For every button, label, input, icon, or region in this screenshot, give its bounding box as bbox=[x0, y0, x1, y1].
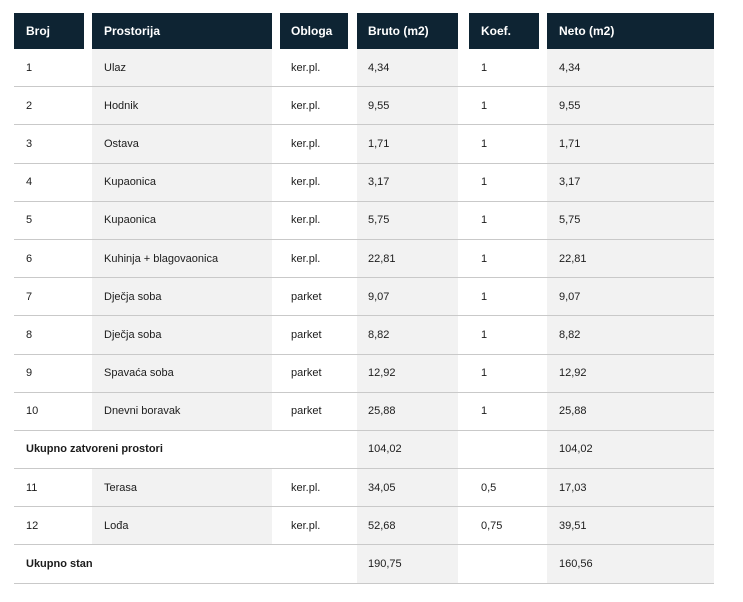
cell-broj: 5 bbox=[26, 214, 33, 227]
cell-neto: 5,75 bbox=[547, 202, 714, 239]
cell-prostorija: Dječja soba bbox=[92, 278, 272, 315]
cell-bruto: 12,92 bbox=[357, 355, 458, 392]
cell-broj: 2 bbox=[26, 99, 33, 112]
cell-broj: 4 bbox=[26, 176, 33, 189]
cell-neto: 39,51 bbox=[547, 507, 714, 544]
cell-koef: 1 bbox=[481, 252, 488, 265]
table-row bbox=[14, 278, 714, 316]
cell-obloga: ker.pl. bbox=[291, 519, 321, 532]
cell-neto: 104,02 bbox=[547, 431, 714, 468]
cell-prostorija: Ulaz bbox=[92, 49, 272, 86]
cell-obloga: parket bbox=[291, 328, 322, 341]
cell-obloga: ker.pl. bbox=[291, 176, 321, 189]
cell-neto: 4,34 bbox=[547, 49, 714, 86]
cell-obloga: ker.pl. bbox=[291, 99, 321, 112]
header-broj: Broj bbox=[14, 13, 84, 49]
cell-neto: 3,17 bbox=[547, 164, 714, 201]
cell-koef: 1 bbox=[481, 61, 488, 74]
cell-broj: 11 bbox=[26, 481, 38, 494]
table-row bbox=[14, 316, 714, 354]
cell-prostorija: Dječja soba bbox=[92, 316, 272, 353]
table-row bbox=[14, 355, 714, 393]
cell-prostorija: Lođa bbox=[92, 507, 272, 544]
cell-bruto: 52,68 bbox=[357, 507, 458, 544]
cell-bruto: 9,55 bbox=[357, 87, 458, 124]
cell-bruto: 34,05 bbox=[357, 469, 458, 506]
cell-neto: 25,88 bbox=[547, 393, 714, 430]
cell-neto: 17,03 bbox=[547, 469, 714, 506]
table-body bbox=[14, 49, 714, 584]
table-row bbox=[14, 125, 714, 163]
cell-bruto: 9,07 bbox=[357, 278, 458, 315]
cell-bruto: 5,75 bbox=[357, 202, 458, 239]
header-neto: Neto (m2) bbox=[547, 13, 714, 49]
cell-koef: 0,5 bbox=[481, 481, 497, 494]
cell-koef: 1 bbox=[481, 176, 488, 189]
header-obloga: Obloga bbox=[280, 13, 348, 49]
summary-row bbox=[14, 545, 714, 583]
cell-obloga: ker.pl. bbox=[291, 61, 321, 74]
cell-bruto: 3,17 bbox=[357, 164, 458, 201]
cell-bruto: 4,34 bbox=[357, 49, 458, 86]
header-koef: Koef. bbox=[469, 13, 539, 49]
cell-bruto: 1,71 bbox=[357, 125, 458, 162]
cell-koef: 1 bbox=[481, 214, 488, 227]
cell-broj: 1 bbox=[26, 61, 33, 74]
cell-obloga: ker.pl. bbox=[291, 481, 321, 494]
cell-obloga: ker.pl. bbox=[291, 137, 321, 150]
cell-broj: 10 bbox=[26, 405, 39, 418]
cell-broj: 8 bbox=[26, 328, 33, 341]
cell-bruto: 190,75 bbox=[357, 545, 458, 582]
cell-prostorija: Ostava bbox=[92, 125, 272, 162]
table-row bbox=[14, 49, 714, 87]
cell-koef: 1 bbox=[481, 99, 488, 112]
cell-bruto: 25,88 bbox=[357, 393, 458, 430]
cell-prostorija: Kuhinja + blagovaonica bbox=[92, 240, 272, 277]
table-row bbox=[14, 393, 714, 431]
cell-bruto: 8,82 bbox=[357, 316, 458, 353]
cell-bruto: 22,81 bbox=[357, 240, 458, 277]
table-row bbox=[14, 202, 714, 240]
cell-prostorija: Hodnik bbox=[92, 87, 272, 124]
cell-prostorija: Kupaonica bbox=[92, 202, 272, 239]
cell-neto: 9,55 bbox=[547, 87, 714, 124]
table-row bbox=[14, 469, 714, 507]
cell-obloga: ker.pl. bbox=[291, 214, 321, 227]
cell-broj: 9 bbox=[26, 367, 33, 380]
cell-obloga: parket bbox=[291, 290, 322, 303]
cell-neto: 1,71 bbox=[547, 125, 714, 162]
cell-koef: 1 bbox=[481, 405, 488, 418]
summary-row bbox=[14, 431, 714, 469]
cell-broj: 3 bbox=[26, 137, 33, 150]
summary-label: Ukupno zatvoreni prostori bbox=[26, 443, 163, 456]
cell-koef: 1 bbox=[481, 290, 488, 303]
cell-neto: 160,56 bbox=[547, 545, 714, 582]
cell-koef: 0,75 bbox=[481, 519, 503, 532]
cell-prostorija: Kupaonica bbox=[92, 164, 272, 201]
table-row bbox=[14, 240, 714, 278]
cell-prostorija: Spavaća soba bbox=[92, 355, 272, 392]
cell-broj: 12 bbox=[26, 519, 39, 532]
cell-broj: 7 bbox=[26, 290, 33, 303]
cell-bruto: 104,02 bbox=[357, 431, 458, 468]
header-prostorija: Prostorija bbox=[92, 13, 272, 49]
cell-prostorija: Terasa bbox=[92, 469, 272, 506]
cell-obloga: ker.pl. bbox=[291, 252, 321, 265]
cell-koef: 1 bbox=[481, 137, 488, 150]
cell-neto: 22,81 bbox=[547, 240, 714, 277]
cell-broj: 6 bbox=[26, 252, 33, 265]
cell-prostorija: Dnevni boravak bbox=[92, 393, 272, 430]
table-row bbox=[14, 507, 714, 545]
cell-neto: 8,82 bbox=[547, 316, 714, 353]
cell-koef: 1 bbox=[481, 367, 488, 380]
table-row bbox=[14, 87, 714, 125]
cell-obloga: parket bbox=[291, 367, 322, 380]
cell-neto: 9,07 bbox=[547, 278, 714, 315]
cell-koef: 1 bbox=[481, 328, 488, 341]
summary-label: Ukupno stan bbox=[26, 558, 93, 571]
cell-obloga: parket bbox=[291, 405, 322, 418]
cell-neto: 12,92 bbox=[547, 355, 714, 392]
header-bruto: Bruto (m2) bbox=[357, 13, 458, 49]
table-row bbox=[14, 164, 714, 202]
